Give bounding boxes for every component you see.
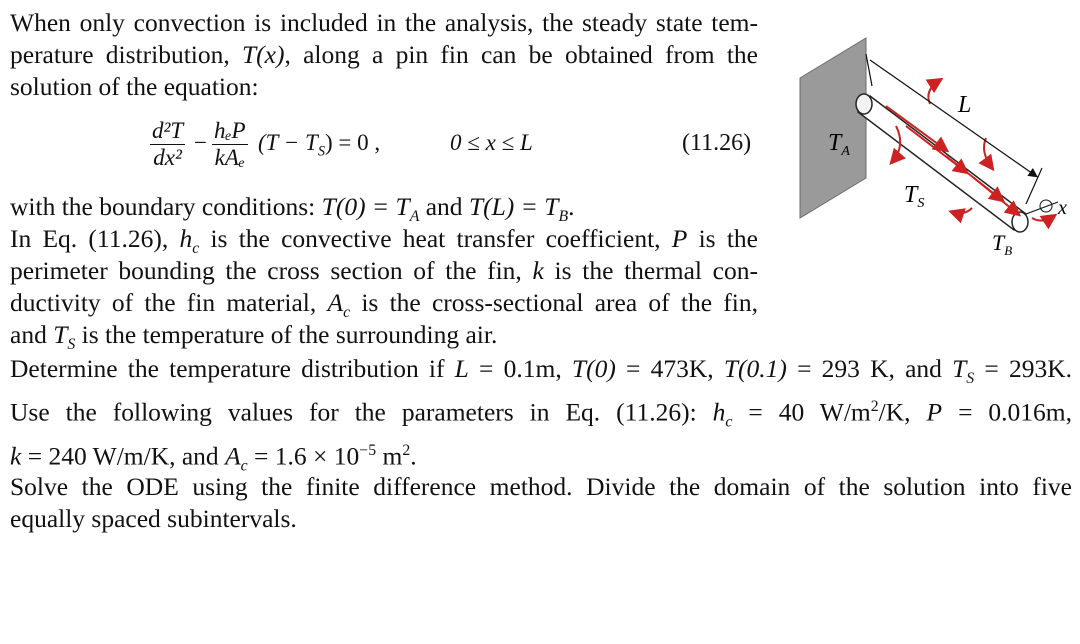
eq-part: (T − T: [258, 130, 318, 155]
math-sup: −5: [359, 442, 377, 459]
text-span: perimeter bounding the cross section of the fin,: [10, 256, 533, 285]
math: T(0): [571, 354, 616, 383]
text-span: perature distribution,: [10, 40, 242, 69]
fraction-d2T-dx2: [150, 118, 185, 171]
math-sub: B: [558, 208, 569, 226]
text-span: , along a pin fin can be obtained from the: [284, 40, 758, 69]
text-span: Determine the temperature distribution if: [10, 354, 455, 383]
text-span: is the temperature of the surrounding air.: [75, 320, 498, 349]
text-span: is the thermal con-: [543, 256, 758, 285]
text-line-11: [10, 392, 1072, 438]
label-L: L: [958, 92, 972, 118]
text-span: = 240 W/m/K, and: [21, 441, 226, 471]
text-span: and: [10, 320, 54, 349]
math: k: [532, 256, 544, 285]
math-sub: c: [240, 457, 248, 475]
math-sub: c: [343, 304, 351, 322]
equation-range: 0 ≤ x ≤ L: [450, 130, 533, 155]
math: h: [179, 224, 193, 253]
text-line-3: solution of the equation:: [10, 72, 259, 101]
text-line-10: [10, 354, 1072, 394]
math: T: [952, 354, 967, 383]
text-span: Use the following values for the parameters in Eq. (11.26):: [10, 397, 713, 427]
text-span: = 40 W/m: [732, 397, 871, 427]
math: P: [671, 224, 688, 253]
text-line-1: When only convection is included in the analysis, the steady state tem-: [10, 8, 758, 37]
eq-subscript: S: [317, 143, 325, 160]
text-span: = 0.016m,: [942, 397, 1073, 427]
fraction-numerator: d²T: [152, 118, 184, 143]
math-sub: A: [409, 208, 420, 226]
math: A: [225, 441, 241, 471]
text-line-7: [10, 256, 758, 286]
text-span: .: [568, 192, 575, 221]
math: h: [712, 397, 726, 427]
math: T(0) = T: [321, 192, 410, 221]
text-span: = 293 K, and: [786, 354, 953, 383]
text-span: is the convective heat transfer coefficient,: [199, 224, 672, 253]
text-span: /K,: [878, 397, 927, 427]
math: T(0.1): [723, 354, 787, 383]
math-sub: S: [966, 370, 975, 388]
text-span: = 293K.: [974, 354, 1073, 383]
text-span: with the boundary conditions:: [10, 192, 322, 221]
text-span: = 0.1m,: [468, 354, 572, 383]
equation-11-26: [150, 116, 770, 186]
text-span: m: [376, 441, 403, 471]
text-span: = 1.6 × 10: [247, 441, 360, 471]
minus-sign: −: [194, 130, 207, 155]
text-span: .: [410, 441, 417, 471]
pin-fin-figure: [796, 8, 1072, 270]
eq-part: ) = 0 ,: [324, 130, 381, 155]
text-line-13: Solve the ODE using the finite difference method. Divide the domain of the solution into five: [10, 472, 1072, 501]
fraction-denominator: kAₑ: [212, 144, 248, 171]
text-span: is the cross-sectional area of the fin,: [350, 288, 759, 317]
math: T(L) = T: [468, 192, 559, 221]
text-span: In Eq. (11.26),: [10, 224, 180, 253]
text-line-2: [10, 40, 758, 70]
math-sub: c: [725, 413, 733, 431]
x-axis: [1026, 200, 1058, 214]
fraction-numerator: hₑP: [214, 118, 246, 143]
text-span: = 473K,: [615, 354, 724, 383]
equation-number: (11.26): [682, 130, 752, 156]
math: A: [327, 288, 344, 317]
math-T-of-x: T(x): [242, 40, 285, 69]
math: T: [53, 320, 68, 349]
label-TS: $T_S$: [904, 182, 925, 211]
text-span: is the: [687, 224, 758, 253]
math: P: [926, 397, 943, 427]
math-sup: 2: [870, 398, 879, 415]
fraction-hcP-kAc: [212, 118, 248, 171]
math-sub: S: [67, 336, 76, 354]
fraction-denominator: dx²: [150, 144, 185, 171]
label-TB: $T_B$: [992, 230, 1013, 258]
equation-rest: [258, 130, 380, 161]
text-line-14: equally spaced subintervals.: [10, 504, 297, 533]
label-x: x: [1058, 197, 1067, 219]
math-sub: c: [192, 240, 200, 258]
label-TA: $T_A$: [828, 130, 850, 159]
math-sup: 2: [402, 442, 411, 459]
text-span: ductivity of the fin material,: [10, 288, 328, 317]
math: L: [454, 354, 469, 383]
wall: [800, 38, 866, 218]
text-span: and: [419, 192, 469, 221]
math: k: [10, 441, 22, 471]
fin-cylinder: [856, 94, 1028, 232]
